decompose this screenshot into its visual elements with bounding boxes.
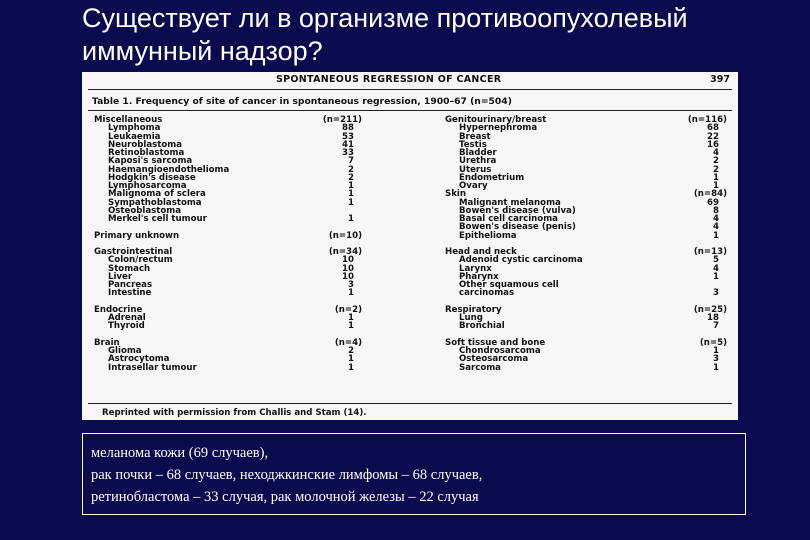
case-count: 2	[713, 164, 719, 175]
site-name: Malignoma of sclera	[108, 189, 206, 200]
case-count: (n=84)	[693, 189, 727, 200]
site-name: Uterus	[459, 164, 492, 175]
table-caption: Table 1. Frequency of site of cancer in spontaneous regression, 1900–67 (n=504)	[92, 96, 512, 107]
case-count: (n=10)	[328, 230, 362, 241]
case-count: 7	[348, 156, 354, 167]
site-name: Pancreas	[108, 280, 153, 290]
site-name: Malignant melanoma	[459, 197, 561, 208]
table-row	[94, 215, 362, 223]
site-name: Adenoid cystic carcinoma	[459, 255, 583, 266]
site-name: Glioma	[108, 346, 142, 356]
scan-header	[86, 74, 734, 88]
site-name: Sympathoblastoma	[108, 197, 202, 208]
case-count: 10	[342, 263, 354, 274]
case-count: 1	[348, 214, 354, 224]
case-count: 10	[342, 255, 354, 266]
case-count: 18	[707, 313, 719, 323]
site-name: Intestine	[108, 288, 152, 299]
case-count: 10	[342, 271, 354, 282]
site-name: Epithelioma	[459, 230, 517, 241]
site-name: Colon/rectum	[108, 255, 173, 266]
site-name: Brain	[94, 337, 120, 348]
site-name: Primary unknown	[94, 230, 180, 241]
case-count: (n=5)	[699, 337, 727, 348]
site-name: Skin	[445, 189, 466, 200]
case-count: 1	[348, 189, 354, 200]
case-count: 8	[713, 205, 719, 216]
case-count: 7	[713, 321, 719, 332]
site-name: Stomach	[108, 263, 151, 274]
table-group-row	[445, 306, 727, 314]
case-count: 1	[348, 313, 354, 323]
case-count: 3	[713, 354, 719, 365]
site-name: Other squamous cell	[459, 280, 559, 290]
slide-title-line-1: Существует ли в организме противоопухолевый	[82, 3, 688, 33]
table-right-column	[445, 116, 727, 372]
case-count: 3	[348, 280, 354, 290]
case-count: 4	[713, 214, 719, 224]
table-footnote: Reprinted with permission from Challis and Stam (14).	[102, 408, 367, 418]
site-name: Liver	[108, 271, 133, 282]
site-name: Miscellaneous	[94, 115, 163, 125]
site-name: Pharynx	[459, 271, 499, 282]
case-count: (n=116)	[687, 115, 727, 125]
case-count: 5	[713, 255, 719, 266]
case-count: (n=13)	[693, 247, 727, 257]
case-count: 4	[713, 263, 719, 274]
site-name: Kaposi's sarcoma	[108, 156, 193, 167]
site-name: Gastrointestinal	[94, 247, 173, 257]
case-count: 1	[713, 230, 719, 241]
case-count: (n=34)	[328, 247, 362, 257]
table-row	[94, 289, 362, 297]
site-name: Testis	[459, 139, 487, 150]
table-row	[445, 232, 727, 240]
case-count: 1	[713, 346, 719, 356]
slide-title-line-2: иммунный надзор?	[82, 36, 323, 66]
case-count: 1	[348, 321, 354, 332]
case-count: 16	[707, 139, 719, 150]
bottom-rule	[88, 403, 732, 404]
case-count: 2	[348, 172, 354, 183]
table-row	[445, 133, 727, 141]
case-count: 2	[348, 164, 354, 175]
site-name: Sarcoma	[459, 362, 501, 373]
site-name: Larynx	[459, 263, 492, 274]
table-row	[94, 322, 362, 330]
site-name: Endocrine	[94, 304, 143, 315]
site-name: Intrasellar tumour	[108, 362, 197, 373]
case-count: 88	[342, 123, 354, 134]
site-name: Hypernephroma	[459, 123, 538, 134]
site-name: Genitourinary/breast	[445, 115, 547, 125]
site-name: Lymphoma	[108, 123, 161, 134]
site-name: Osteoblastoma	[108, 205, 182, 216]
site-name: Basal cell carcinoma	[459, 214, 558, 224]
case-count: 1	[713, 172, 719, 183]
site-name: Soft tissue and bone	[445, 337, 546, 348]
site-name: Adrenal	[108, 313, 146, 323]
table-row	[445, 322, 727, 330]
table-row	[94, 265, 362, 273]
site-name: Chondrosarcoma	[459, 346, 541, 356]
site-name: Respiratory	[445, 304, 502, 315]
row-spacer	[94, 331, 362, 339]
site-name: Lung	[459, 313, 483, 323]
site-name: Merkel's cell tumour	[108, 214, 207, 224]
case-count: 1	[348, 362, 354, 373]
case-count: 2	[348, 346, 354, 356]
case-count: 41	[342, 139, 354, 150]
site-name: Lymphosarcoma	[108, 181, 187, 191]
slide-title	[82, 2, 782, 68]
site-name: Bronchial	[459, 321, 505, 332]
case-count: 22	[707, 131, 719, 142]
summary-line-3: ретинобластома – 33 случая, рак молочной железы – 22 случая	[91, 489, 479, 505]
case-count: 1	[713, 181, 719, 191]
case-count: (n=2)	[334, 304, 362, 315]
site-name: Ovary	[459, 181, 488, 191]
site-name: Hodgkin's disease	[108, 172, 196, 183]
case-count: 1	[348, 197, 354, 208]
case-count: 1	[348, 181, 354, 191]
case-count: 1	[348, 354, 354, 365]
case-count: 1	[348, 288, 354, 299]
table-row	[445, 364, 727, 372]
site-name: Astrocytoma	[108, 354, 170, 365]
running-title: SPONTANEOUS REGRESSION OF CANCER	[276, 74, 502, 85]
site-name: Head and neck	[445, 247, 517, 257]
site-name: Endometrium	[459, 172, 525, 183]
table-left-column	[94, 116, 362, 372]
scanned-table-image	[82, 72, 738, 420]
case-count: 68	[707, 123, 719, 134]
case-count: 4	[713, 148, 719, 158]
case-count: 3	[713, 288, 719, 299]
case-count: 1	[713, 362, 719, 373]
site-name: Osteosarcoma	[459, 354, 529, 365]
table-row	[445, 289, 727, 297]
case-count: 33	[342, 148, 354, 158]
case-count: (n=211)	[322, 115, 362, 125]
case-count: 69	[707, 197, 719, 208]
site-name: Thyroid	[108, 321, 145, 332]
top-rule	[88, 89, 732, 90]
case-count: 4	[713, 222, 719, 233]
page-number: 397	[710, 74, 730, 85]
summary-box	[82, 433, 746, 515]
case-count: (n=25)	[693, 304, 727, 315]
table-group-row	[94, 232, 362, 240]
summary-line-2: рак почки – 68 случаев, неходжкинские лимфомы – 68 случаев,	[91, 467, 483, 483]
case-count: 53	[342, 131, 354, 142]
site-name: Breast	[459, 131, 491, 142]
case-count: 2	[713, 156, 719, 167]
site-name: Retinoblastoma	[108, 148, 185, 158]
table-row	[445, 182, 727, 190]
summary-line-1: меланома кожи (69 случаев),	[91, 445, 269, 461]
site-name: Urethra	[459, 156, 497, 167]
caption-rule	[88, 110, 732, 111]
site-name: Bowen's disease (penis)	[459, 222, 576, 233]
site-name: Leukaemia	[108, 131, 161, 142]
site-name: Bladder	[459, 148, 497, 158]
site-name: Bowen's disease (vulva)	[459, 205, 576, 216]
case-count: 1	[713, 271, 719, 282]
site-name: Haemangioendothelioma	[108, 164, 230, 175]
site-name: Neuroblastoma	[108, 139, 183, 150]
case-count: (n=4)	[334, 337, 362, 348]
table-row	[94, 364, 362, 372]
site-name: carcinomas	[459, 288, 515, 299]
